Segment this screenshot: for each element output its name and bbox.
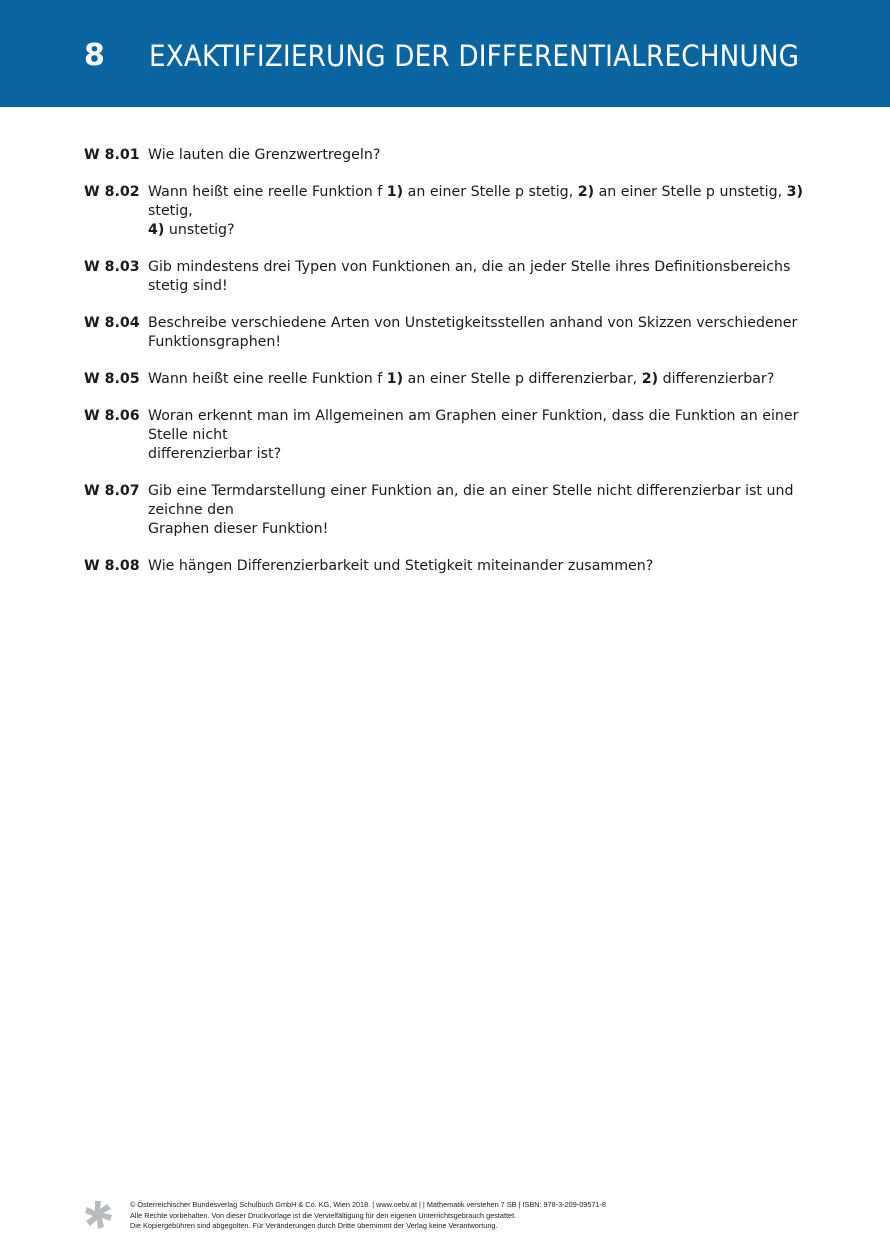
question-text [148, 258, 814, 296]
question-number: W 8.08 [84, 558, 140, 574]
question-text-segment: Graphen dieser Funktion! [148, 521, 329, 537]
subquestion-marker: 1) [386, 371, 404, 387]
question-text-segment: an einer Stelle p unstetig, [594, 184, 787, 200]
question-item [84, 183, 814, 240]
question-text [148, 370, 814, 389]
question-text [148, 407, 814, 464]
question-text [148, 557, 814, 576]
question-item [84, 258, 814, 296]
question-text-segment: an einer Stelle p stetig, [403, 184, 578, 200]
question-text [148, 482, 814, 539]
subquestion-marker: 2) [641, 371, 659, 387]
question-text-segment: Beschreibe verschiedene Arten von Unstetigkeitsstellen anhand von Skizzen verschiedener [148, 315, 798, 331]
question-text-segment: Woran erkennt man im Allgemeinen am Graphen einer Funktion, dass die Funktion an einer Stelle nicht [148, 408, 799, 443]
chapter-number: 8 [84, 38, 105, 73]
question-number: W 8.07 [84, 483, 140, 499]
chapter-title: EXAKTIFIZIERUNG DER DIFFERENTIALRECHNUNG [149, 39, 800, 73]
footer-line: Alle Rechte vorbehalten. Von dieser Druckvorlage ist die Vervielfältigung für den eigenen Unterrichtsgebrauch gestattet. [130, 1210, 517, 1220]
publisher-logo-icon [84, 1200, 114, 1232]
question-item [84, 482, 814, 539]
subquestion-marker: 3) [786, 184, 804, 200]
question-text-segment: Wann heißt eine reelle Funktion f [148, 371, 387, 387]
question-item [84, 146, 814, 165]
question-text-segment: differenzierbar ist? [148, 446, 282, 462]
question-number: W 8.06 [84, 408, 140, 424]
question-item [84, 557, 814, 576]
subquestion-marker: 4) [148, 222, 165, 238]
question-list [84, 146, 814, 576]
question-text-segment: Funktionsgraphen! [148, 334, 282, 350]
footer-line: Die Kopiergebühren sind abgegolten. Für Veränderungen durch Dritte übernimmt der Verlag keine Verantwortung. [130, 1221, 498, 1230]
question-item [84, 407, 814, 464]
question-text-segment: unstetig? [164, 222, 235, 238]
subquestion-marker: 1) [386, 184, 404, 200]
question-number: W 8.01 [84, 147, 140, 163]
question-text-segment: Wie hängen Differenzierbarkeit und Stetigkeit miteinander zusammen? [148, 558, 654, 574]
question-text [148, 183, 814, 240]
footer-copyright [130, 1200, 606, 1232]
question-number: W 8.02 [84, 184, 140, 200]
question-text-segment: Wie lauten die Grenzwertregeln? [148, 147, 381, 163]
question-number: W 8.04 [84, 315, 140, 331]
question-number: W 8.05 [84, 371, 140, 387]
question-item [84, 370, 814, 389]
question-text-segment: Gib eine Termdarstellung einer Funktion an, die an einer Stelle nicht differenzierbar ist und zeichne den [148, 483, 794, 518]
question-text [148, 314, 814, 352]
question-item [84, 314, 814, 352]
question-text-segment: an einer Stelle p differenzierbar, [403, 371, 642, 387]
question-text-segment: stetig, [148, 203, 193, 219]
chapter-header [0, 0, 890, 107]
question-number: W 8.03 [84, 259, 140, 275]
footer-line: © Österreichischer Bundesverlag Schulbuch GmbH & Co. KG, Wien 2018. | www.oebv.at | | Mathematik verstehen 7 SB | ISBN: 978-3-209-09571-8 [130, 1200, 606, 1209]
question-text-segment: Gib mindestens drei Typen von Funktionen an, die an jeder Stelle ihres Definitionsbereichs stetig sind! [148, 259, 791, 294]
question-text [148, 146, 814, 165]
question-text-segment: differenzierbar? [658, 371, 775, 387]
subquestion-marker: 2) [577, 184, 595, 200]
question-text-segment: Wann heißt eine reelle Funktion f [148, 184, 387, 200]
